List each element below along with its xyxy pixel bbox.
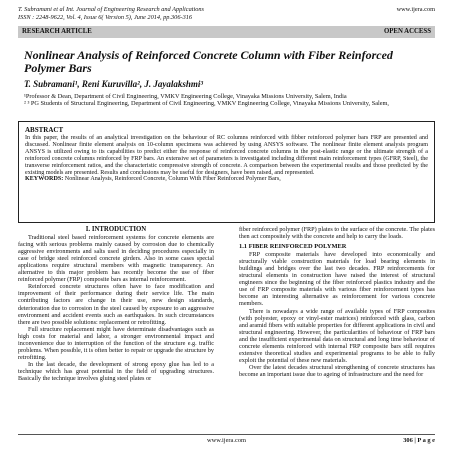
- affiliations: [24, 93, 429, 107]
- citation-line-2: ISSN : 2248-9622, Vol. 4, Issue 6( Version 5), June 2014, pp.306-316: [18, 13, 193, 21]
- paragraph: Full structure replacement might have determinate disadvantages such as high costs for material and labor, a stronger environmental impact and inconvenience due to interruption of the function of the structure e.g. traffic problems. When possible, it is often better to repair or upgrade the structure by retrofitting.: [18, 325, 214, 361]
- keywords-label: KEYWORDS:: [25, 176, 64, 183]
- paragraph: Reinforced concrete structures often have to face modification and improvement of their performance during their service life. The main contributing factors are change in their use, new design standards, deterioration due to corrosion in the steel caused by exposure to an aggressive environment and accident events such as earthquakes. In such circumstances there are two possible solutions: replacement or retrofitting.: [18, 283, 214, 326]
- paragraph: In the last decade, the development of strong epoxy glue has led to a technique which has great potential in the field of upgrading structures. Basically the technique involves gluing steel plates or: [18, 360, 214, 382]
- abstract-box: [18, 121, 435, 223]
- citation-line-1: T. Subramani et al Int. Journal of Engineering Research and Applications: [18, 6, 204, 13]
- paragraph: Over the latest decades structural strengthening of concrete structures has become an important issue due to ageing of infrastructure and the need for: [239, 363, 435, 378]
- page-number: 306 | P a g e: [403, 437, 435, 444]
- subsection-heading: 1.1 FIBER REINFORCED POLYMER: [239, 243, 347, 251]
- paragraph: There is nowadays a wide range of available types of FRP composites (with polyester, epoxy or vinyl-ester matrices) reinforced with glass, carbon and aramid fibers with suitable properties for different applications in civil and structural engineering. However, the particularities of behaviour of FRP bars and the insufficient experimental data on structural and long time behaviour of concrete elements reinforced with internal FRP composite bars still requires extensive theoretical studies and experimental programs to be able to fully exploit the potential of these new materials.: [239, 307, 435, 364]
- right-column: [239, 226, 435, 378]
- introduction-heading: I. INTRODUCTION: [85, 226, 147, 233]
- affiliation-2: ² ³ PG Students of Structural Engineering, Department of Civil Engineering, VMKV Engineering College, Vinayaka Missions University, Salem,: [24, 100, 390, 108]
- affiliation-1: ¹Professor & Dean, Department of Civil Engineering, VMKV Engineering College, Vinayaka Missions University, Salem, India: [24, 93, 347, 100]
- footer-site: www.ijera.com: [207, 437, 246, 444]
- open-access-label: OPEN ACCESS: [383, 28, 431, 35]
- article-type-band: [18, 26, 435, 38]
- author-list: T. Subramani¹, Reni Kuruvilla², J. Jayalakshmi³: [24, 79, 204, 89]
- abstract-text: In this paper, the results of an analytical investigation on the behaviour of RC columns reinforced with fibber reinforced polymer bars FRP are presented and discussed. Nonlinear finite element analysis on 10-column specimens was achieved by using ANSYS software. The nonlinear finite element analysis program ANSYS is utilized owing to its capabilities to predict either the response of reinforced concrete columns in the post-elastic range or the ultimate strength of a reinforced concrete columns reinforced by FRP bars. An extensive set of parameters is investigated including different main reinforcement types (GFRP, Steel), the transverse reinforcement ratios, and the characteristic compressive strength of concrete. A comparison between the experimental results and those predicted by the existing models are presented. Results and conclusions may be useful for designers, have been raised, and represented.: [25, 135, 428, 176]
- running-header: [18, 6, 435, 21]
- paragraph: Traditional steel based reinforcement systems for concrete elements are facing with serious problems mainly caused by corrosion due to chemically aggressive environments and salts used in deciding procedures especially in case of bridge steel reinforced concrete girders. Also in some cases special applications require structural members with magnetic transparency. An alternative to this major problem has recently become the use of fiber reinforced polymer (FRP) composite bars as internal reinforcement.: [18, 234, 214, 284]
- abstract-heading: ABSTRACT: [25, 126, 64, 134]
- research-article-label: RESEARCH ARTICLE: [22, 28, 92, 35]
- journal-site: www.ijera.com: [396, 6, 435, 13]
- keywords-text: Nonlinear Analysis, Reinforced Concrete, Column With Fiber Reinforced Polymer Bars,: [63, 176, 281, 183]
- left-column: [18, 226, 214, 382]
- footer-divider: [18, 434, 435, 435]
- paragraph: FRP composite materials have developed into economically and structurally viable construction materials for load bearing elements in buildings and bridges over the last two decades. FRP reinforcements for structural elements in construction have raised the interest of structural engineers since the beginning of the fiber reinforced plastics industry and the use of FRP composite materials with various fiber reinforcement types has become an interesting alternative as reinforcement for various concrete members.: [239, 251, 435, 308]
- paper-title: Nonlinear Analysis of Reinforced Concrete Column with Fiber Reinforced Polymer Bars: [24, 48, 393, 75]
- keywords-line: [25, 176, 428, 183]
- paragraph: fiber reinforced polymer (FRP) plates to the surface of the concrete. The plates then act compositely with the concrete and help to carry the loads.: [239, 226, 435, 241]
